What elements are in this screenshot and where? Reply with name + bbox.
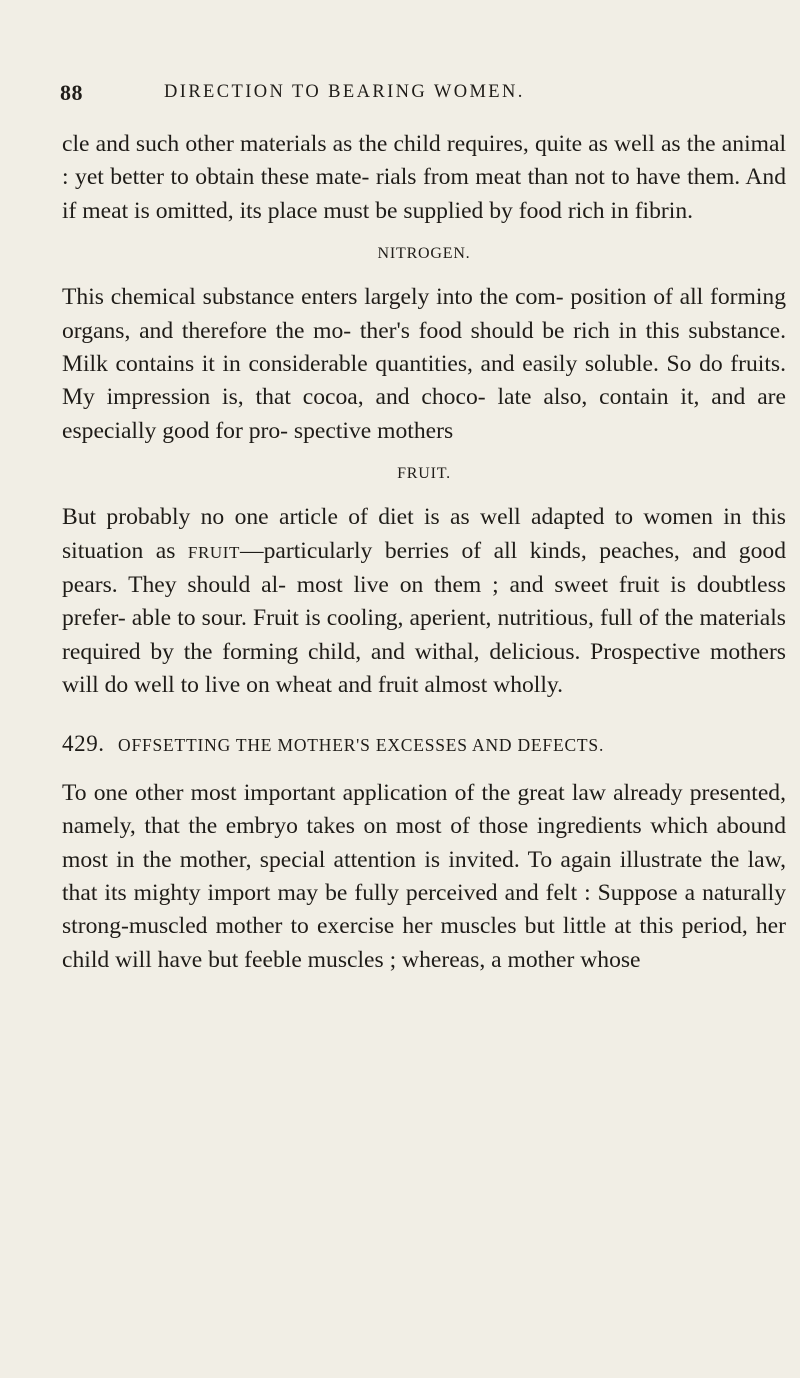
subheading-nitrogen: NITROGEN. xyxy=(377,245,471,263)
paragraph-offsetting: To one other most important application of the great law already presented, namely, that the embryo takes on most of those ingredients which abound most in the mother, special attention is invited. To again illustrate the law, that its mighty import may be fully perceived and felt : Suppose a naturally strong-muscled mother to exercise her muscles but little at this period, her child will have but feeble muscles ; whereas, a mother whose xyxy=(62,779,786,973)
subheading-fruit: FRUIT. xyxy=(397,465,451,483)
running-head xyxy=(60,80,780,112)
section-title: OFFSETTING THE MOTHER'S EXCESSES AND DEFECTS. xyxy=(118,734,605,755)
paragraph-nitrogen: This chemical substance enters largely into the com- position of all forming organs, and therefore the mo- ther's food should be rich in this substance. Milk contains it in considerable quantities, and easily soluble. So do fruits. My impression is, that cocoa, and choco- late also, contain it, and are especially good for pro- spective mothers xyxy=(62,284,786,444)
paragraph-fruit xyxy=(62,501,786,702)
page-number: 88 xyxy=(60,80,83,105)
paragraph-fruit-text-2: —particularly berries of all kinds, peaches, and good pears. They should al- most live on them ; and sweet fruit is doubtless prefer- able to sour. Fruit is cooling, aperient, nutritious, full of the materials required by the forming child, and withal, delicious. Prospective mothers will do well to live on wheat and fruit almost wholly. xyxy=(62,537,786,699)
section-heading-429 xyxy=(62,729,786,761)
paragraph-continuation: cle and such other materials as the child requires, quite as well as the animal : yet better to obtain these mate- rials from meat than not to have them. And if meat is omitted, its place must be supplied by food rich in fibrin. xyxy=(62,131,786,224)
running-title: DIRECTION TO BEARING WOMEN. xyxy=(164,82,525,102)
section-number: 429. xyxy=(62,730,105,756)
paragraph-fruit-text-1: But probably no one article of diet is as well adapted to women in this situation as xyxy=(62,504,786,564)
body-text xyxy=(62,128,786,977)
emphasis-fruit: FRUIT xyxy=(187,542,241,562)
